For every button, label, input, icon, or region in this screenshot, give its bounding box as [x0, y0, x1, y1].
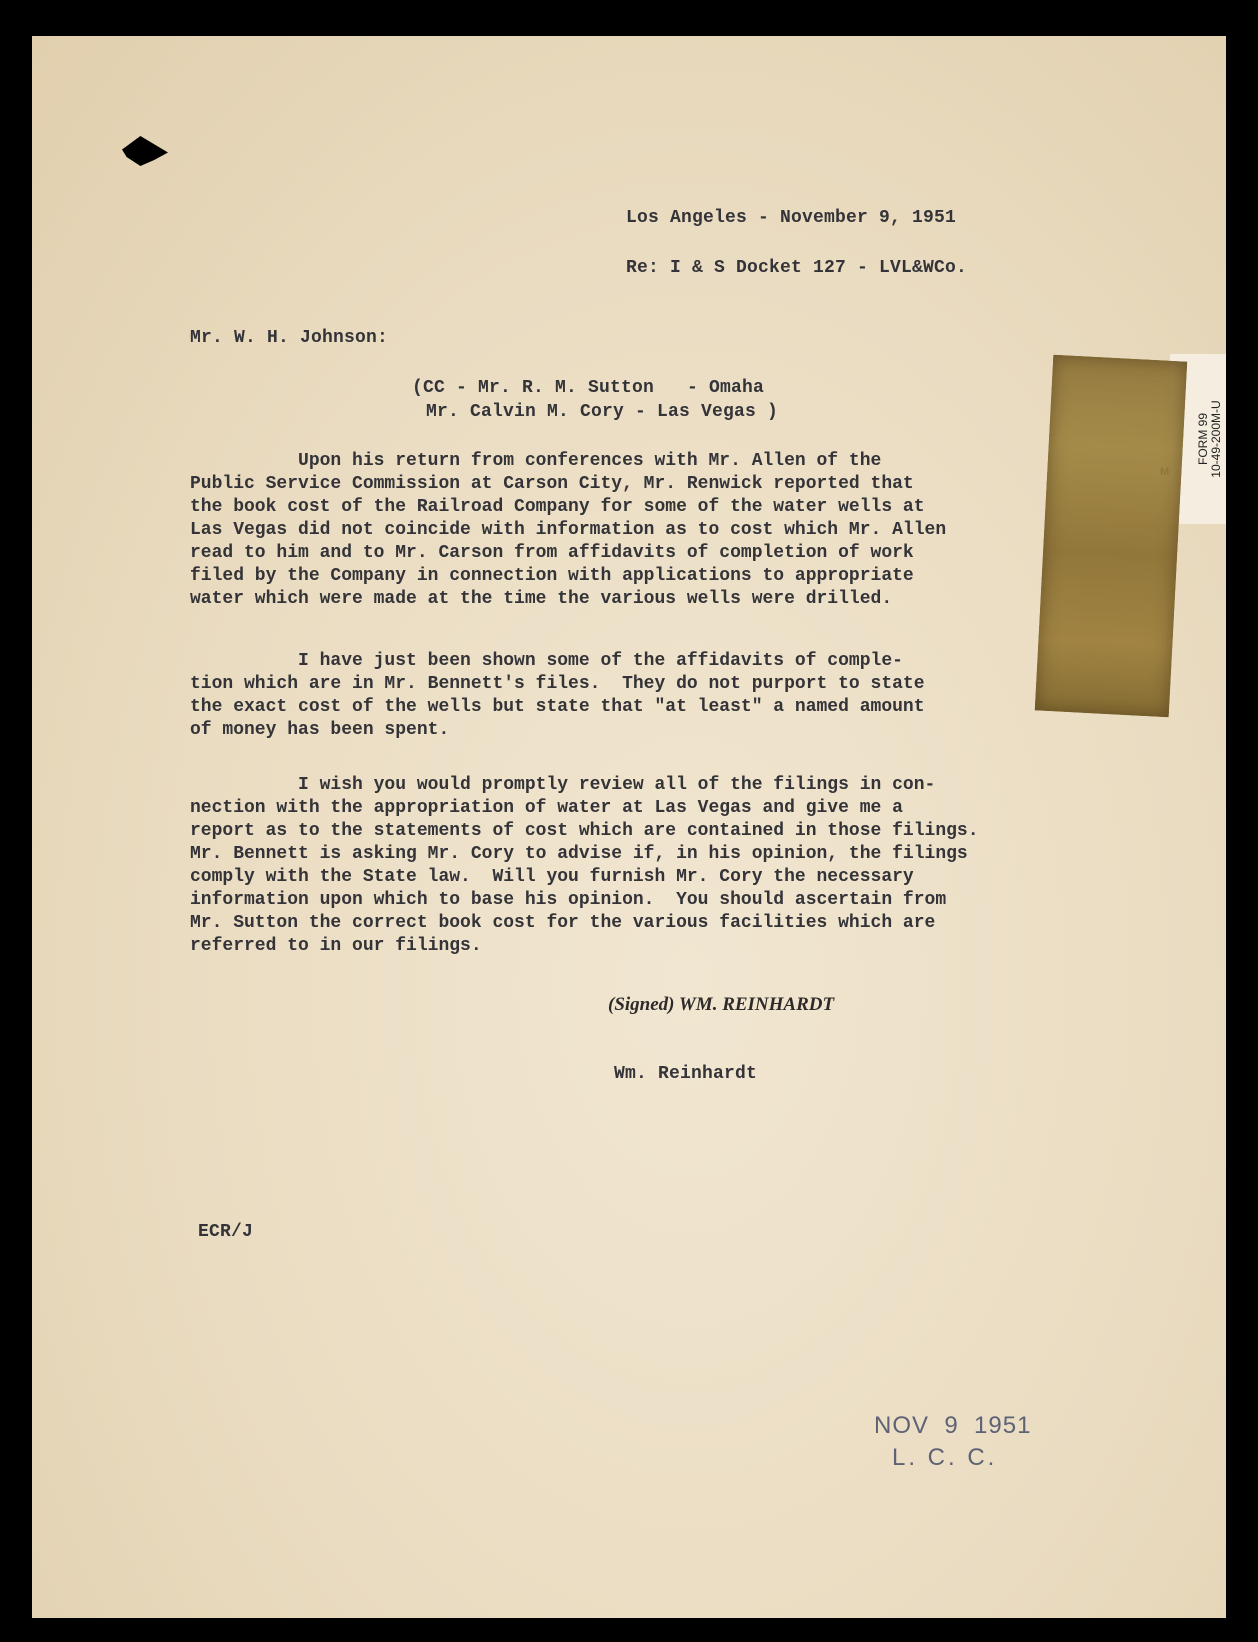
addressee: Mr. W. H. Johnson:: [190, 328, 389, 348]
received-stamp-date: NOV 9 1951: [874, 1412, 1032, 1439]
signer-name: Wm. Reinhardt: [614, 1064, 758, 1084]
typist-initials: ECR/J: [198, 1222, 254, 1242]
signature-stamp: (Signed) WM. REINHARDT: [608, 994, 835, 1015]
paragraph-3: I wish you would promptly review all of the filings in con- nection with the appropriation of water at Las Vegas and give me a report as to the statements of cost which are contained in those filings. Mr. Bennett is asking Mr. Cory to advise if, in his opinion, the filings comply with the State law. Will you furnish Mr. Cory the necessary information upon which to base his opinion. You should ascertain from Mr. Sutton the correct book cost for the various facilities which are referred to in our filings.: [190, 775, 979, 956]
reference-line: Re: I & S Docket 127 - LVL&WCo.: [626, 258, 968, 278]
cc-line-1: (CC - Mr. R. M. Sutton - Omaha: [412, 378, 765, 398]
torn-corner: [122, 136, 168, 166]
place-date: Los Angeles - November 9, 1951: [626, 208, 957, 228]
cc-line-2: Mr. Calvin M. Cory - Las Vegas ): [426, 402, 779, 422]
paragraph-2: I have just been shown some of the affidavits of comple- tion which are in Mr. Bennett's files. They do not purport to state the exact cost of the wells but state that "at least" a named amount of money has been spent.: [190, 651, 925, 740]
received-stamp-office: L. C. C.: [892, 1444, 998, 1471]
paragraph-1: Upon his return from conferences with Mr. Allen of the Public Service Commission at Carson City, Mr. Renwick reported that the book cost of the Railroad Company for some of the water wells at Las Vegas did not coincide with information as to cost which Mr. Allen read to him and to Mr. Carson from affidavits of completion of work filed by the Company in connection with applications to appropriate water which were made at the time the various wells were drilled.: [190, 451, 947, 609]
tape-strip: [1035, 355, 1187, 718]
form-tag-label: FORM 99 10-49-200M-U: [1196, 400, 1223, 478]
letter-page: [32, 36, 1226, 1618]
